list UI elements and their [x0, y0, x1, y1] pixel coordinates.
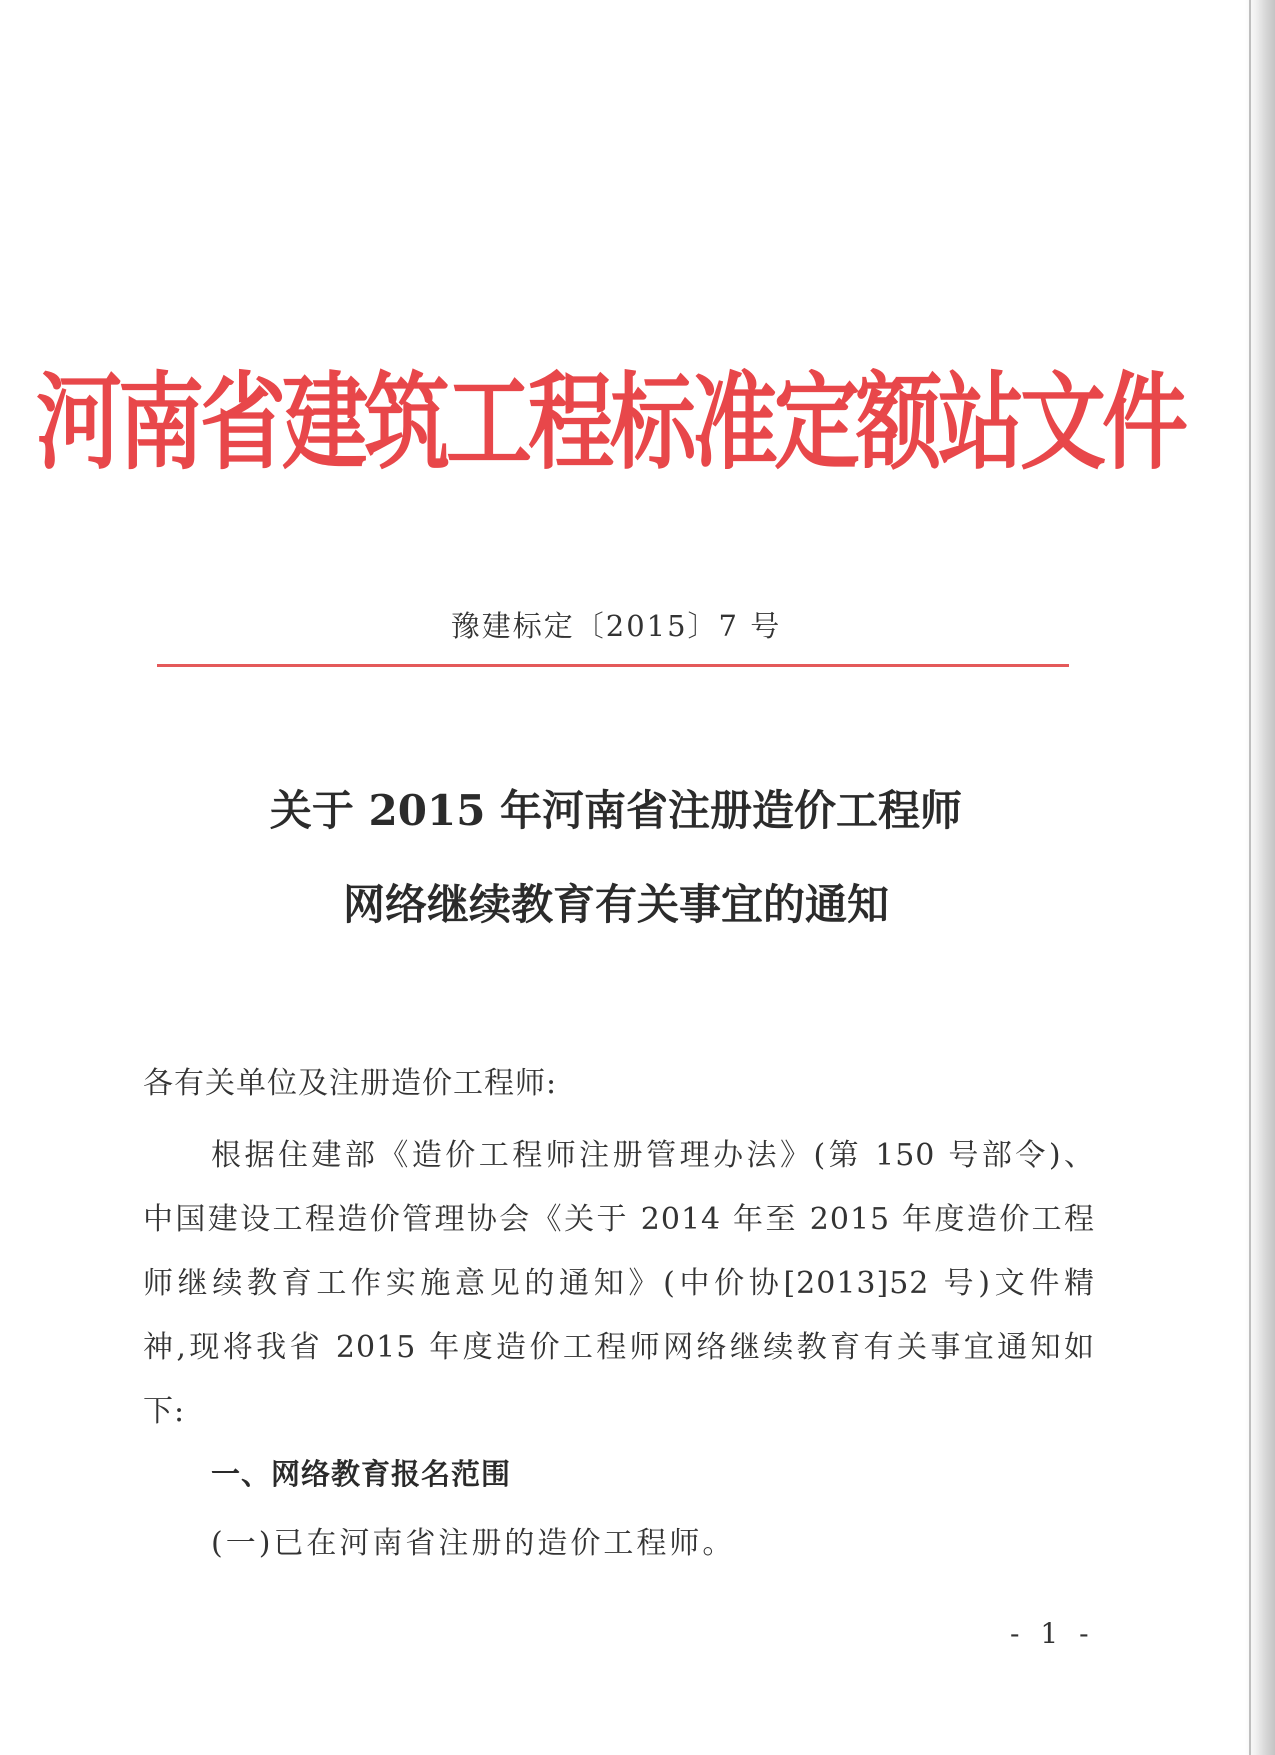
- issuer-title: 河南省建筑工程标准定额站文件: [36, 362, 1184, 485]
- body-line-4: 神,现将我省 2015 年度造价工程师网络继续教育有关事宜通知如: [143, 1330, 1095, 1365]
- document-number: 豫建标定〔2015〕7 号: [450, 609, 782, 643]
- body-line-2: 中国建设工程造价管理协会《关于 2014 年至 2015 年度造价工程: [143, 1202, 1095, 1237]
- red-divider-rule: [157, 664, 1069, 667]
- notice-title-line-2: 网络继续教育有关事宜的通知: [342, 880, 889, 929]
- notice-title-line-1: 关于 2015 年河南省注册造价工程师: [269, 786, 963, 835]
- body-line-5: 下:: [143, 1394, 186, 1429]
- section-heading-1: 一、网络教育报名范围: [211, 1457, 512, 1491]
- scan-edge-line: [1249, 0, 1251, 1755]
- page-number: - 1 -: [1010, 1617, 1095, 1650]
- section-1-item-1: (一)已在河南省注册的造价工程师。: [211, 1526, 736, 1561]
- body-line-3: 师继续教育工作实施意见的通知》(中价协[2013]52 号)文件精: [143, 1266, 1095, 1301]
- salutation: 各有关单位及注册造价工程师:: [143, 1066, 558, 1101]
- body-line-1: 根据住建部《造价工程师注册管理办法》(第 150 号部令)、: [211, 1138, 1095, 1173]
